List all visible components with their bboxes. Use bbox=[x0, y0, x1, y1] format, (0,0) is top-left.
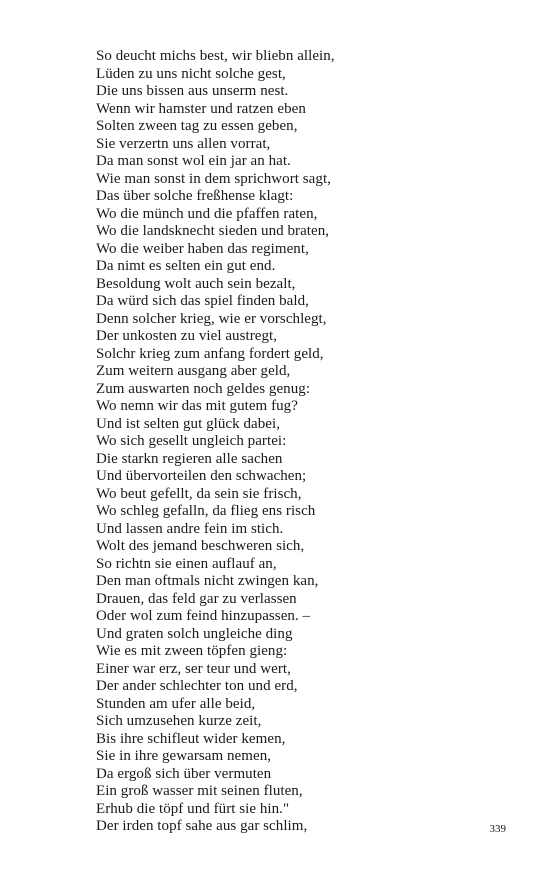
poem-line: Bis ihre schifleut wider kemen, bbox=[96, 730, 286, 747]
poem-line: Solten zween tag zu essen geben, bbox=[96, 118, 298, 134]
poem-line: Lüden zu uns nicht solche gest, bbox=[96, 65, 286, 82]
poem-line: So richtn sie einen auflauf an, bbox=[96, 555, 277, 572]
poem-line: Sich umzusehen kurze zeit, bbox=[96, 713, 262, 729]
poem-line: Den man oftmals nicht zwingen kan, bbox=[96, 573, 319, 589]
poem-line: Der irden topf sahe aus gar schlim, bbox=[96, 818, 308, 834]
poem-line: Da man sonst wol ein jar an hat. bbox=[96, 153, 291, 169]
poem-line: Wie es mit zween töpfen gieng: bbox=[96, 643, 288, 659]
poem-line: Wo nemn wir das mit gutem fug? bbox=[96, 398, 298, 414]
poem-line: Einer war erz, ser teur und wert, bbox=[96, 660, 291, 677]
poem-line: Die starkn regieren alle sachen bbox=[96, 450, 283, 467]
poem-line: Ein groß wasser mit seinen fluten, bbox=[96, 783, 303, 799]
poem-line: Da ergoß sich über vermuten bbox=[96, 765, 272, 782]
poem-line: Oder wol zum feind hinzupassen. – bbox=[96, 608, 311, 624]
poem-line: Wo die landsknecht sieden und braten, bbox=[96, 223, 330, 239]
poem-line: Und übervorteilen den schwachen; bbox=[96, 468, 307, 484]
poem-line: Besoldung wolt auch sein bezalt, bbox=[96, 275, 296, 292]
page-number: 339 bbox=[489, 823, 506, 835]
poem-line: Sie verzertn uns allen vorrat, bbox=[96, 135, 271, 152]
poem-line: Sie in ihre gewarsam nemen, bbox=[96, 748, 272, 764]
poem-line: Wenn wir hamster und ratzen eben bbox=[96, 100, 306, 117]
poem-line: Der ander schlechter ton und erd, bbox=[96, 678, 298, 694]
poem-line: Wo sich gesellt ungleich partei: bbox=[96, 433, 287, 449]
poem-line: Wolt des jemand beschweren sich, bbox=[96, 538, 305, 554]
poem-line: Das über solche freßhense klagt: bbox=[96, 188, 294, 204]
poem-line: Der unkosten zu viel austregt, bbox=[96, 328, 278, 344]
poem-line: Wo die weiber haben das regiment, bbox=[96, 240, 309, 257]
poem-line: Zum auswarten noch geldes genug: bbox=[96, 380, 311, 397]
poem-text bbox=[96, 48, 496, 836]
poem-line: Wo die münch und die pfaffen raten, bbox=[96, 205, 318, 222]
poem-line: Denn solcher krieg, wie er vorschlegt, bbox=[96, 310, 327, 327]
poem-line: Drauen, das feld gar zu verlassen bbox=[96, 590, 297, 607]
poem-line: Wo beut gefellt, da sein sie frisch, bbox=[96, 485, 302, 502]
poem-line: Solchr krieg zum anfang fordert geld, bbox=[96, 345, 324, 362]
poem-line: Stunden am ufer alle beid, bbox=[96, 695, 256, 712]
poem-line: Da nimt es selten ein gut end. bbox=[96, 258, 276, 274]
poem-line: Und lassen andre fein im stich. bbox=[96, 520, 284, 537]
poem-line: Da würd sich das spiel finden bald, bbox=[96, 293, 309, 309]
poem-line: Die uns bissen aus unserm nest. bbox=[96, 83, 289, 99]
poem-line: Erhub die töpf und fürt sie hin." bbox=[96, 800, 290, 817]
poem-line: Und ist selten gut glück dabei, bbox=[96, 415, 281, 432]
poem-line: So deucht michs best, wir bliebn allein, bbox=[96, 48, 335, 64]
poem-line: Wie man sonst in dem sprichwort sagt, bbox=[96, 170, 331, 187]
poem-line: Und graten solch ungleiche ding bbox=[96, 625, 293, 642]
poem-line: Zum weitern ausgang aber geld, bbox=[96, 363, 291, 379]
poem-line: Wo schleg gefalln, da flieg ens risch bbox=[96, 503, 316, 519]
